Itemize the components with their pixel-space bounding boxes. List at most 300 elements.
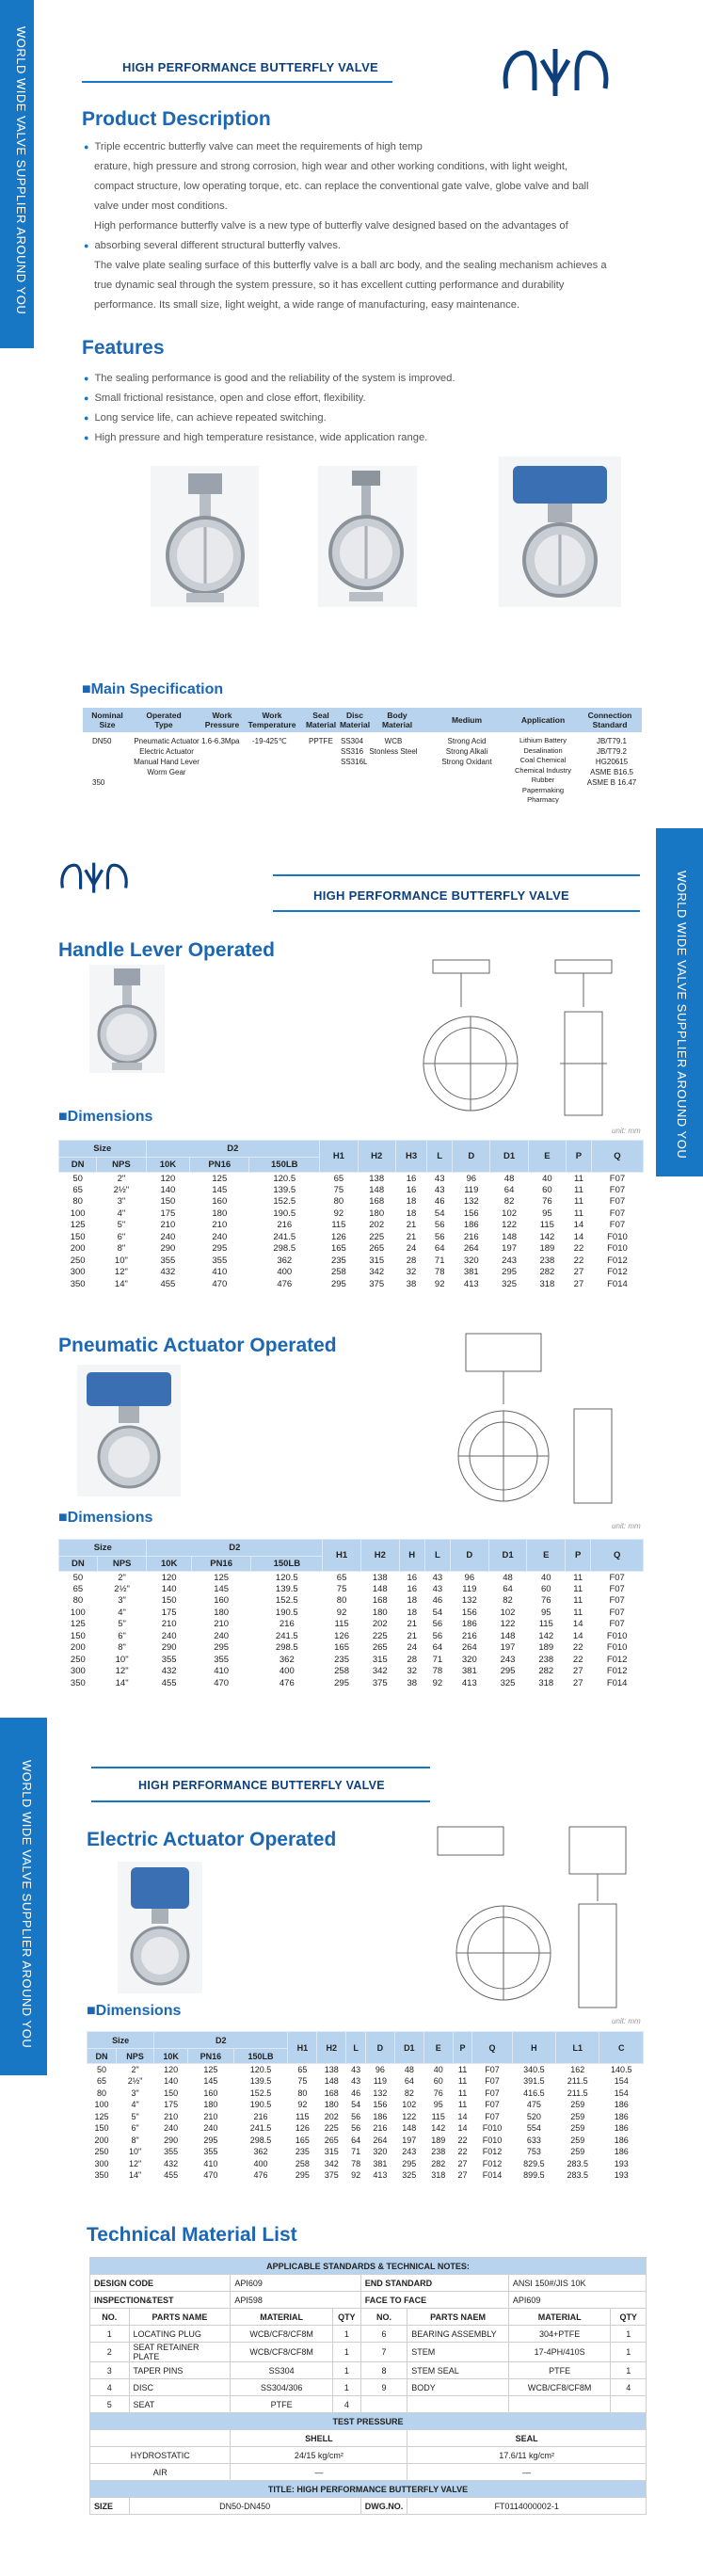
parts-cell: BODY	[407, 2379, 509, 2396]
th-10k: 10K	[154, 2049, 188, 2064]
table-cell: 56	[351, 2111, 361, 2121]
table-cell: 8"	[131, 2135, 139, 2145]
table-row	[88, 2158, 644, 2170]
table-cell: 259	[570, 2135, 585, 2145]
table-cell: 4"	[117, 1208, 126, 1219]
table-cell: 3"	[131, 2088, 139, 2098]
table-cell: 32	[407, 1666, 418, 1677]
table-cell: 65	[72, 1583, 84, 1594]
table-cell: F07	[609, 1619, 625, 1630]
parts-cell: 3	[90, 2362, 130, 2379]
end-standard-label: END STANDARD	[360, 2275, 508, 2292]
table-cell: F012	[607, 1255, 628, 1266]
bullet-icon: ●	[84, 142, 89, 152]
table-cell: F07	[609, 1595, 625, 1607]
spec-header: Work Pressure	[204, 711, 240, 729]
table-row	[59, 1666, 644, 1678]
table-cell: 115	[296, 2111, 310, 2121]
table-cell: 40	[540, 1572, 551, 1583]
th-10k: 10K	[146, 1158, 190, 1173]
table-cell: 202	[369, 1220, 385, 1231]
table-cell: 132	[463, 1196, 479, 1208]
table-cell: 140	[164, 2076, 179, 2087]
table-cell: 350	[70, 1677, 86, 1688]
table-cell: 92	[333, 1208, 344, 1219]
table-cell: 71	[432, 1654, 443, 1665]
table-cell: 54	[432, 1607, 443, 1618]
standards-header: APPLICABLE STANDARDS & TECHNICAL NOTES:	[90, 2258, 647, 2275]
main-spec-table	[83, 708, 642, 817]
table-cell: 150	[94, 2123, 109, 2134]
th-h1: H1	[323, 1540, 361, 1572]
electric-drawing	[428, 1821, 645, 2019]
table-cell: 325	[402, 2170, 417, 2181]
table-cell: 148	[324, 2076, 339, 2087]
table-cell: 11	[457, 2065, 468, 2074]
table-cell: 193	[614, 2170, 629, 2181]
table-cell: 16	[406, 1184, 417, 1195]
table-cell: 120.5	[275, 1572, 298, 1583]
table-cell: 102	[500, 1607, 516, 1618]
table-row	[59, 1630, 644, 1642]
table-cell: 78	[351, 2158, 361, 2168]
table-cell: 71	[434, 1255, 445, 1266]
table-cell: 145	[214, 1583, 230, 1594]
table-cell: 125	[214, 1572, 230, 1583]
table-cell: 180	[214, 1607, 230, 1618]
table-cell: 76	[540, 1595, 551, 1607]
table-cell: 115	[334, 1619, 349, 1630]
table-cell: 470	[203, 2170, 218, 2181]
table-cell: 132	[461, 1595, 477, 1607]
table-cell: 282	[539, 1267, 555, 1278]
face-value: API609	[508, 2292, 646, 2309]
parts-cell: STEM	[407, 2343, 509, 2362]
table-cell: F07	[609, 1572, 625, 1583]
table-cell: 142	[538, 1630, 554, 1641]
table-cell: 413	[373, 2170, 388, 2181]
col-material: MATERIAL	[231, 2309, 333, 2326]
table-cell: 40	[542, 1173, 552, 1184]
size-value: DN50-DN450	[129, 2498, 360, 2515]
parts-cell: 8	[360, 2362, 407, 2379]
table-cell: 11	[457, 2076, 468, 2087]
table-cell: 43	[434, 1173, 445, 1184]
table-row	[59, 1654, 644, 1666]
spec-header: Connection Standard	[587, 711, 632, 729]
table-cell: 150	[160, 1196, 176, 1208]
th-10k: 10K	[147, 1557, 191, 1572]
pneumatic-drawing	[400, 1329, 640, 1517]
square-bullet-icon: ■	[58, 1510, 68, 1526]
table-cell: 265	[369, 1243, 385, 1255]
parts-cell: WCB/CF8/CF8M	[231, 2326, 333, 2343]
table-cell: 320	[373, 2147, 388, 2157]
table-cell: 139.5	[275, 1583, 298, 1594]
dim-table-body	[59, 1173, 644, 1290]
table-cell: 8"	[117, 1243, 126, 1255]
parts-row	[90, 2396, 647, 2413]
desc-line: valve under most conditions.	[94, 200, 228, 212]
table-cell: 235	[334, 1654, 349, 1665]
table-cell: 12"	[128, 2158, 142, 2168]
table-cell: F07	[609, 1220, 626, 1231]
table-cell: 470	[212, 1278, 228, 1289]
table-cell: 115	[538, 1619, 553, 1630]
th-l: L	[424, 1540, 450, 1572]
table-cell: 216	[253, 2111, 268, 2121]
table-cell: 186	[614, 2147, 629, 2157]
th-150lb: 150LB	[249, 1158, 320, 1173]
th-nps: NPS	[97, 1557, 147, 1572]
table-cell: 56	[432, 1630, 443, 1641]
table-cell: 165	[334, 1642, 349, 1654]
square-bullet-icon: ■	[58, 1109, 68, 1125]
table-cell: 193	[614, 2158, 629, 2168]
table-cell: 14	[573, 1220, 584, 1231]
th-q: Q	[472, 2032, 512, 2064]
parts-cell: SEAT RETAINER PLATE	[129, 2343, 231, 2362]
table-cell: 16	[407, 1572, 418, 1583]
dimensions-title-1: ■Dimensions	[58, 1109, 153, 1125]
table-row	[59, 1208, 644, 1220]
th-dn: DN	[88, 2049, 117, 2064]
table-cell: 315	[372, 1654, 388, 1665]
table-cell: 120	[160, 1173, 176, 1184]
parts-row	[90, 2326, 647, 2343]
table-cell: 43	[351, 2076, 361, 2087]
table-cell: 140	[160, 1184, 176, 1195]
table-cell: 102	[502, 1208, 518, 1219]
table-cell: 243	[502, 1255, 518, 1266]
dimensions-title-2: ■Dimensions	[58, 1510, 153, 1526]
table-row	[59, 1173, 644, 1185]
inspection-value: API598	[231, 2292, 360, 2309]
parts-cell: 1	[332, 2343, 360, 2362]
table-row	[88, 2111, 644, 2123]
table-cell: F07	[609, 1583, 625, 1594]
table-cell: 318	[431, 2170, 446, 2181]
desc-line: performance. Its small size, light weight, a wide range of manufacturing, easy maintenance.	[94, 299, 520, 311]
feature-item: ● The sealing performance is good and the reliability of the system is improved.	[84, 373, 455, 384]
th-h: H	[399, 1540, 424, 1572]
table-cell: 162	[570, 2065, 585, 2074]
table-cell: 4"	[131, 2100, 139, 2110]
table-cell: 295	[334, 1677, 349, 1688]
parts-cell: 2	[90, 2343, 130, 2362]
table-row	[59, 1642, 644, 1655]
table-cell: 416.5	[523, 2088, 545, 2098]
table-cell: 21	[406, 1220, 417, 1231]
table-cell: 225	[369, 1231, 385, 1242]
th-nps: NPS	[116, 2049, 153, 2064]
table-cell: 46	[432, 1595, 443, 1607]
table-cell: 21	[406, 1231, 417, 1242]
table-cell: F07	[609, 1173, 626, 1184]
table-cell: 27	[572, 1666, 583, 1677]
table-row	[59, 1184, 644, 1196]
table-cell: 6"	[131, 2123, 139, 2134]
table-cell: 120	[161, 1572, 177, 1583]
parts-cell: BEARING ASSEMBLY	[407, 2326, 509, 2343]
table-cell: 315	[324, 2147, 339, 2157]
table-cell: F07	[485, 2088, 500, 2098]
parts-cell: PTFE	[508, 2362, 611, 2379]
table-cell: 24	[407, 1642, 418, 1654]
parts-cell: 5	[90, 2396, 130, 2413]
spec-header: Body Material	[381, 711, 413, 729]
table-cell: 80	[297, 2088, 308, 2098]
col-parts: PARTS NAME	[129, 2309, 231, 2326]
bullet-icon: ●	[84, 433, 89, 442]
feature-item: ● Long service life, can achieve repeated switching.	[84, 412, 327, 424]
table-cell: 27	[573, 1267, 584, 1278]
table-cell: 165	[330, 1243, 346, 1255]
table-cell: 22	[573, 1255, 584, 1266]
table-cell: 238	[431, 2147, 446, 2157]
hydro-shell: 24/15 kg/cm²	[231, 2447, 407, 2464]
unit-label-3: unit: mm	[612, 2017, 641, 2025]
parts-cell	[407, 2396, 509, 2413]
spec-col-nominal: DN50 350	[92, 737, 112, 787]
table-row	[88, 2088, 644, 2100]
pneumatic-title: Pneumatic Actuator Operated	[58, 1335, 337, 1356]
table-row	[88, 2122, 644, 2135]
th-dn: DN	[59, 1557, 98, 1572]
table-cell: 148	[500, 1630, 516, 1641]
air-seal: —	[407, 2464, 647, 2481]
table-cell: 259	[570, 2147, 585, 2157]
table-cell: 211.5	[567, 2088, 588, 2098]
table-cell: 95	[433, 2100, 443, 2110]
table-cell: 241.5	[249, 2123, 272, 2134]
table-cell: 140.5	[610, 2065, 632, 2074]
table-cell: F07	[485, 2111, 500, 2121]
blank-cell	[90, 2430, 231, 2447]
th-e: E	[528, 1141, 566, 1173]
desc-line: ● absorbing several different structural butterfly valves.	[84, 240, 342, 251]
table-cell: 355	[161, 1654, 177, 1665]
table-cell: 138	[369, 1173, 385, 1184]
table-cell: 350	[70, 1278, 86, 1289]
table-cell: 14	[457, 2111, 468, 2121]
product-description-text	[82, 137, 607, 315]
table-cell: 282	[538, 1666, 554, 1677]
table-cell: 2"	[131, 2065, 139, 2074]
parts-row	[90, 2343, 647, 2362]
square-bullet-icon: ■	[82, 681, 91, 697]
dimensions-title-3: ■Dimensions	[87, 2003, 182, 2019]
table-cell: 38	[407, 1677, 418, 1688]
banner-bottomline-2	[273, 910, 640, 912]
table-cell: 258	[330, 1267, 346, 1278]
brand-logo-icon	[497, 41, 615, 102]
table-cell: 381	[463, 1267, 479, 1278]
table-cell: 375	[324, 2170, 339, 2181]
table-cell: 82	[503, 1595, 513, 1607]
table-cell: 21	[407, 1630, 418, 1641]
main-spec-title: ■Main Specification	[82, 681, 224, 697]
parts-cell: 4	[332, 2396, 360, 2413]
table-cell: 300	[94, 2158, 109, 2168]
th-h2: H2	[358, 1141, 395, 1173]
table-cell: 180	[369, 1208, 385, 1219]
table-cell: 65	[333, 1173, 344, 1184]
spec-col-temperature: -19-425℃	[252, 737, 287, 745]
table-cell: 75	[333, 1184, 344, 1195]
banner-title-2: HIGH PERFORMANCE BUTTERFLY VALVE	[313, 888, 570, 903]
table-cell: 259	[570, 2111, 585, 2121]
table-cell: 210	[160, 1220, 176, 1231]
table-cell: 180	[372, 1607, 388, 1618]
th-d2: D2	[146, 1141, 320, 1158]
col-parts: PARTS NAEM	[407, 2309, 509, 2326]
table-cell: 342	[372, 1666, 388, 1677]
table-cell: 190.5	[249, 2100, 272, 2110]
table-cell: F010	[606, 1642, 628, 1654]
table-cell: 295	[203, 2135, 218, 2145]
table-cell: 148	[369, 1184, 385, 1195]
table-cell: 152.5	[273, 1196, 296, 1208]
hydro-seal: 17.6/11 kg/cm²	[407, 2447, 647, 2464]
table-cell: 235	[295, 2147, 310, 2157]
parts-cell: SS304/306	[231, 2379, 333, 2396]
valve-photo-worm-gear	[318, 466, 417, 607]
table-cell: 80	[336, 1595, 347, 1607]
table-cell: 10"	[128, 2147, 142, 2157]
th-pn16: PN16	[190, 1158, 249, 1173]
desc-line: The valve plate sealing surface of this butterfly valve is a ball arc body, and the sealing mechanism achieves a	[94, 260, 607, 271]
table-cell: 189	[539, 1243, 555, 1255]
table-cell: 11	[457, 2100, 468, 2110]
table-cell: 80	[72, 1196, 83, 1208]
table-cell: 145	[203, 2076, 218, 2087]
table-cell: 240	[160, 1231, 176, 1242]
spec-col-pressure: 1.6-6.3Mpa	[201, 737, 240, 745]
table-cell: 243	[500, 1654, 516, 1665]
table-cell: 14	[457, 2123, 468, 2134]
table-cell: 150	[70, 1231, 86, 1242]
table-cell: F012	[482, 2158, 503, 2168]
table-cell: 50	[72, 1173, 83, 1184]
dim-table-body	[59, 1572, 644, 1689]
parts-cell: 7	[360, 2343, 407, 2362]
table-cell: 122	[402, 2111, 417, 2121]
table-cell: 156	[461, 1607, 477, 1618]
table-cell: 298.5	[275, 1642, 298, 1654]
table-cell: 355	[203, 2147, 218, 2157]
th-h1: H1	[288, 2032, 317, 2064]
table-cell: 216	[461, 1630, 477, 1641]
table-cell: 11	[574, 1208, 583, 1219]
th-150lb: 150LB	[251, 1557, 323, 1572]
table-cell: 340.5	[523, 2065, 545, 2074]
table-cell: 96	[466, 1173, 477, 1184]
table-cell: 120	[164, 2065, 179, 2074]
table-row	[88, 2075, 644, 2088]
table-cell: 325	[500, 1677, 516, 1688]
table-cell: 238	[539, 1255, 555, 1266]
spec-col-seal: PPTFE	[309, 737, 333, 745]
table-cell: 258	[334, 1666, 349, 1677]
parts-cell: 4	[90, 2379, 130, 2396]
th-pn16: PN16	[191, 1557, 251, 1572]
table-cell: F010	[482, 2123, 503, 2134]
table-cell: 250	[70, 1654, 86, 1665]
table-cell: 180	[203, 2100, 218, 2110]
table-row	[59, 1595, 644, 1608]
table-cell: 126	[330, 1231, 346, 1242]
bullet-icon: ●	[84, 393, 89, 403]
th-dn: DN	[59, 1158, 97, 1173]
table-cell: 119	[373, 2076, 388, 2087]
th-e: E	[527, 1540, 566, 1572]
seal-header: SEAL	[407, 2430, 647, 2447]
table-cell: 829.5	[523, 2158, 545, 2168]
table-cell: 92	[336, 1607, 347, 1618]
table-cell: 27	[457, 2158, 468, 2168]
spec-header: Operated Type	[146, 711, 182, 729]
material-list-table	[89, 2257, 647, 2515]
table-row	[59, 1267, 644, 1279]
table-cell: 100	[70, 1208, 86, 1219]
table-cell: 27	[572, 1677, 583, 1688]
th-d1: D1	[394, 2032, 423, 2064]
table-cell: 12"	[114, 1267, 128, 1278]
table-cell: 476	[253, 2170, 268, 2181]
table-cell: 520	[526, 2111, 541, 2121]
table-cell: 290	[164, 2135, 179, 2145]
table-cell: 362	[277, 1255, 293, 1266]
hydro-label: HYDROSTATIC	[90, 2447, 231, 2464]
col-material: MATERIAL	[508, 2309, 611, 2326]
table-cell: 10"	[114, 1255, 128, 1266]
parts-cell: 1	[90, 2326, 130, 2343]
table-cell: 27	[573, 1278, 584, 1289]
table-cell: 350	[94, 2170, 109, 2181]
banner-topline-3	[91, 1767, 430, 1768]
table-cell: 175	[164, 2100, 179, 2110]
table-cell: 64	[432, 1642, 443, 1654]
table-cell: F07	[609, 1607, 625, 1618]
air-label: AIR	[90, 2464, 231, 2481]
banner-title-1: HIGH PERFORMANCE BUTTERFLY VALVE	[122, 60, 379, 74]
table-cell: 298.5	[273, 1243, 296, 1255]
table-cell: 38	[406, 1278, 417, 1289]
table-cell: 400	[253, 2158, 268, 2168]
table-cell: 240	[203, 2123, 218, 2134]
table-cell: 362	[279, 1654, 295, 1665]
table-cell: 375	[369, 1278, 385, 1289]
spec-col-standard: JB/T79.1 JB/T79.2 HG20615 ASME B16.5 ASME B 16.47	[586, 737, 637, 787]
table-cell: 27	[457, 2170, 468, 2181]
parts-cell: 6	[360, 2326, 407, 2343]
table-cell: 16	[407, 1583, 418, 1594]
table-cell: F010	[607, 1231, 628, 1242]
th-q: Q	[591, 1540, 644, 1572]
dwg-label: DWG.NO.	[360, 2498, 407, 2515]
desc-line: erature, high pressure and strong corrosion, high wear and other working conditions, with light weight,	[94, 161, 568, 172]
table-cell: 152.5	[249, 2088, 272, 2098]
table-cell: F07	[609, 1208, 626, 1219]
table-cell: 197	[402, 2135, 417, 2145]
th-d2: D2	[154, 2032, 288, 2049]
table-cell: F014	[607, 1278, 628, 1289]
table-cell: 899.5	[523, 2170, 545, 2181]
dimensions-table-pneumatic	[58, 1539, 644, 1689]
shell-header: SHELL	[231, 2430, 407, 2447]
table-cell: 282	[431, 2158, 446, 2168]
